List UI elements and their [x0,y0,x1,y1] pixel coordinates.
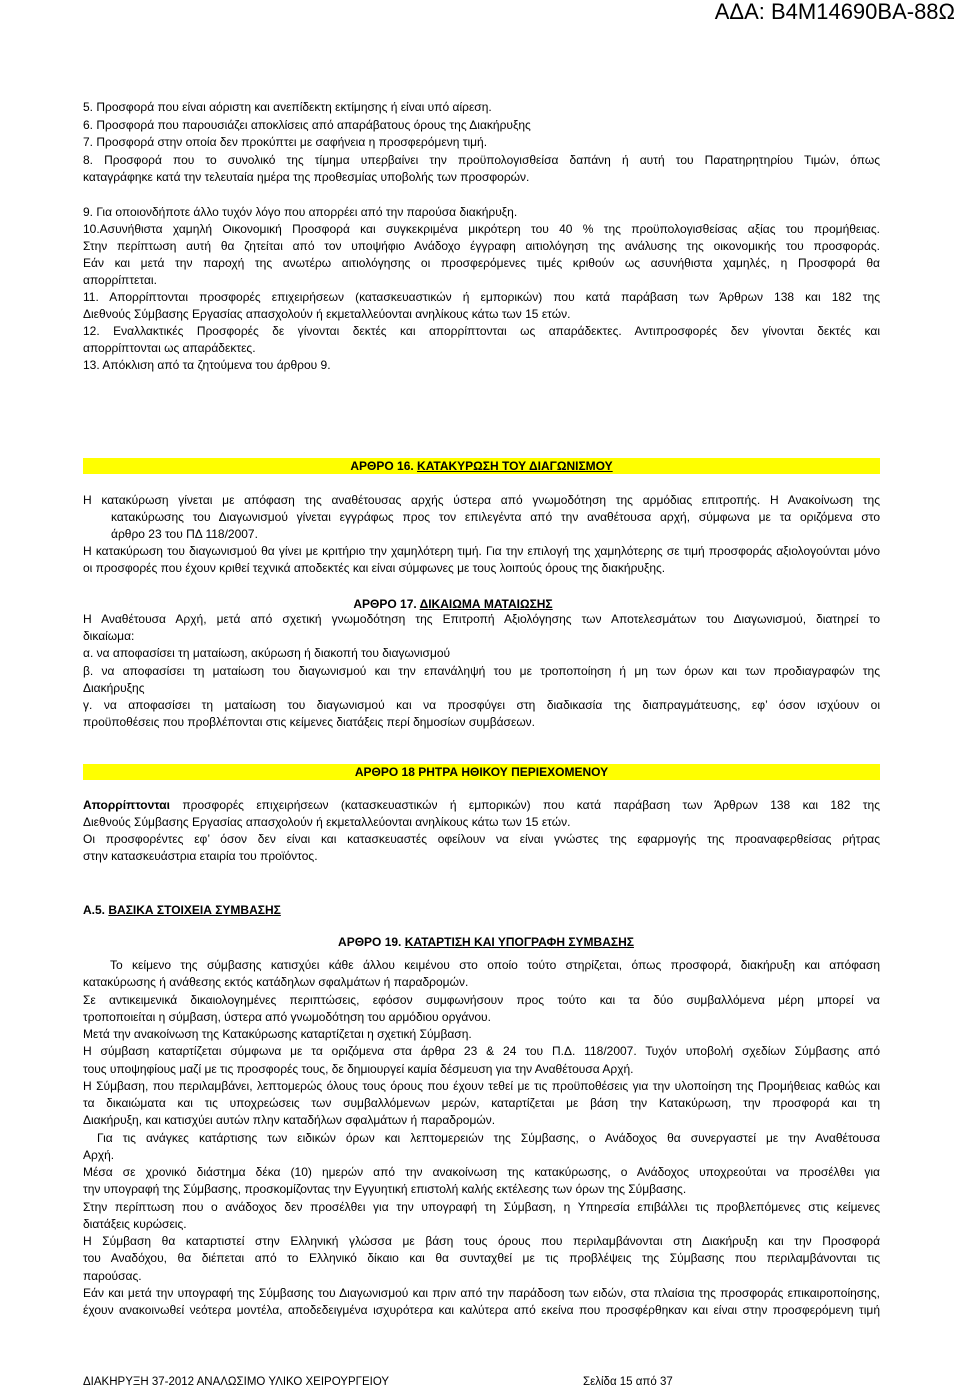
paragraph-line: Μέσα σε χρονικό διάστημα δέκα (10) ημερών από την ανακοίνωση της κατακύρωσης, ο Ανάδοχος υποχρεούται να προσέλθει για [83,1165,880,1179]
ada-code: ΑΔΑ: Β4Μ14690ΒΑ-88Ω [714,0,955,24]
section-number: Α.5. [83,903,106,917]
paragraph-line: Σε αντικειμενικά δικαιολογημένες περιπτώσεις, εφόσον συμφωνήσουν προς τούτο και τα δύο συμβαλλόμενα μέρη μπορεί να [83,992,880,1007]
paragraph-line: Η Αναθέτουσα Αρχή, μετά από σχετική γνωμοδότηση της Επιτροπή Αξιολόγησης των Αποτελεσμάτων του Διαγωνισμού, διατηρεί το [83,612,880,626]
article-number: ΑΡΘΡΟ 18 [354,765,415,779]
article-19-heading [83,934,889,950]
list-item: β. να αποφασίσει τη ματαίωση του διαγωνισμού και την επανάληψή του με τροποποίηση ή μη των όρων και των προδιαγραφών της [83,663,880,678]
article-17-heading [83,596,823,612]
article-title: ΡΗΤΡΑ ΗΘΙΚΟΥ ΠΕΡΙΕΧΟΜΕΝΟΥ [418,765,609,779]
paragraph-line: του Αναδόχου, θα διέπεται από το Ελληνικό δίκαιο και θα συνταχθεί με τις προβλέψεις της Σύμβασης που περιλαμβάνονται τις [83,1251,880,1266]
list-item: 12. Εναλλακτικές Προσφορές δε γίνονται δεκτές και απορρίπτονται ως απαράδεκτες. Αντιπροσφορές δεν γίνονται δεκτές και [83,324,880,338]
section-a5-heading [83,902,281,918]
list-item-continuation: Διακήρυξης [83,680,145,695]
paragraph-line: Η κατακύρωση του διαγωνισμού θα γίνει με κριτήριο την χαμηλότερη τιμή. Για την επιλογή της χαμηλότερης σε τιμή προσφοράς αξιολογούνται μόνο [83,544,880,558]
list-item: 11. Απορρίπτονται προσφορές επιχειρήσεων (κατασκευαστικών ή εμπορικών) που κατά παράβαση των Άρθρων 138 και 182 της [83,290,880,304]
footer-document-title: ΔΙΑΚΗΡΥΞΗ 37-2012 ΑΝΑΛΩΣΙΜΟ ΥΛΙΚΟ ΧΕΙΡΟΥΡΓΕΙΟΥ [83,1376,390,1388]
exclusion-list [83,99,880,187]
list-item: 5. Προσφορά που είναι αόριστη και ανεπίδεκτη εκτίμησης ή είναι υπό αίρεση. [83,100,492,114]
list-item-continuation: απορρίπτεται. [83,273,157,287]
paragraph-line: Μετά την ανακοίνωση της Κατακύρωσης καταρτίζεται η σχετική Σύμβαση. [83,1027,472,1041]
paragraph-line: τροποποιείται η σύμβαση, ύστερα από γνωμοδότηση του αρμόδιου οργάνου. [83,1009,491,1024]
paragraph-line: την υπογραφή της Σύμβασης, προσκομίζοντας την Εγγυητική επιστολή καλής εκτέλεσης των όρων της Σύμβασης. [83,1182,687,1197]
paragraph-line: τους υποψηφίους μαζί με τις προσφορές τους, δε δημιουργεί καμία δέσμευση για την Αναθέτουσα Αρχή. [83,1061,634,1076]
article-title: ΔΙΚΑΙΩΜΑ ΜΑΤΑΙΩΣΗΣ [419,597,553,611]
paragraph-line-text: προσφορές επιχειρήσεων (κατασκευαστικών ή εμπορικών) που κατά παράβαση των Άρθρων 138 και 182 της [182,798,880,812]
list-item: 9. Για οποιονδήποτε άλλο τυχόν λόγο που απορρέει από την παρούσα διακήρυξη. [83,205,518,219]
list-item: α. να αποφασίσει τη ματαίωση, ακύρωση ή διακοπή του διαγωνισμού [83,646,451,661]
paragraph-line: Το κείμενο της σύμβασης κατισχύει κάθε άλλου κειμένου στο οποίο τούτο στηρίζεται, όπως προσφορά, διακήρυξη και απόφαση [110,958,880,972]
paragraph-line: Αρχή. [83,1147,115,1162]
article-title: ΚΑΤΑΡΤΙΣΗ ΚΑΙ ΥΠΟΓΡΑΦΗ ΣΥΜΒΑΣΗΣ [404,935,634,949]
list-item: 6. Προσφορά που παρουσιάζει αποκλίσεις από απαράβατους όρους της Διακήρυξης [83,117,531,132]
paragraph-line: Η Σύμβαση θα καταρτιστεί στην Ελληνική γλώσσα με βάση τους όρους που περιλαμβάνονται στη Διακήρυξη και την Προσφορά [83,1234,880,1248]
article-18-body [83,797,880,865]
paragraph-line: Οι προσφορέντες εφ’ όσον δεν είναι και κατασκευαστές οφείλουν να είναι γνώστες της εφαρμογής της προαναφερθείσας ρήτρας [83,832,880,846]
paragraph-line: Στην περίπτωση που ο ανάδοχος δεν προσέλθει για την υπογραφή τη Σύμβαση, η Υπηρεσία επιβάλλει τις προβλεπόμενες στις κείμενες [83,1199,880,1214]
article-title: ΚΑΤΑΚΥΡΩΣΗ ΤΟΥ ΔΙΑΓΩΝΙΣΜΟΥ [417,459,613,473]
paragraph-line: κατακύρωσης του Διαγωνισμού γίνεται εγγράφως προς τον επιλεγέντα από την αναθέτουσα αρχή, σύμφωνα με τα οριζόμενα στο [111,510,880,524]
list-item-continuation: Διεθνούς Σύμβασης Εργασίας απασχολούν ή εκμεταλλεύονται ανηλίκους κάτω των 15 ετών. [83,307,571,321]
paragraph-line: κατακύρωσης ή ανάθεσης εκτός κατάδηλων σφαλμάτων ή παραδρομών. [83,975,469,990]
paragraph-line [83,797,880,814]
article-number: ΑΡΘΡΟ 17. [353,597,417,611]
paragraph-line: Για τις ανάγκες κατάρτισης των ειδικών όρων και λεπτομερειών της Σύμβασης, ο Ανάδοχος θα συνεργαστεί με την Αναθέτουσα [97,1130,880,1145]
exclusion-list-continued [83,204,880,374]
article-number: ΑΡΘΡΟ 19. [338,935,402,949]
bold-lead-word: Απορρίπτονται [83,798,170,812]
paragraph-line: τα δικαιώματα και τις υποχρεώσεις των συμβαλλόμενων μερών, καταρτίζεται με βάση την Κατακύρωση, την προσφορά και τη [83,1096,880,1110]
list-item: 10.Ασυνήθιστα χαμηλή Οικονομική Προσφορά και συγκεκριμένα μικρότερη του 40 % της προϋπολογισθείσας αξίας του προμήθειας. [83,222,880,236]
paragraph-line: Διακήρυξη, και κατισχύει αυτών πλην καταδήλων σφαλμάτων ή παραδρομών. [83,1113,496,1128]
paragraph-line: Διεθνούς Σύμβασης Εργασίας απασχολούν ή εκμεταλλεύονται ανηλίκους κάτω των 15 ετών. [83,815,571,829]
list-item: 13. Απόκλιση από τα ζητούμενα του άρθρου 9. [83,358,331,372]
paragraph-line: στην κατασκευάστρια εταιρία του προϊόντος. [83,849,318,863]
article-18-heading [83,764,880,780]
article-17-body [83,611,880,731]
paragraph-line: Η Σύμβαση, που περιλαμβάνει, λεπτομερώς όλους τους όρους που έχουν τεθεί με τις προϋποθέσεις για την υλοποίηση της Προμήθειας καθώς και [83,1078,880,1093]
list-item: γ. να αποφασίσει τη ματαίωση του διαγωνισμού και να προσφύγει στη διαδικασία της διαπραγμάτευσης, εφ’ όσον ισχύουν οι [83,698,880,713]
paragraph-line: έχουν ανακοινωθεί νεότερα μοντέλα, αποδεδειγμένα ισχυρότερα και καλύτερα από εκείνα που προσφέρθηκαν και είναι στην προσφερόμενη τιμή [83,1303,880,1317]
paragraph-line: οι προσφορές που έχουν κριθεί τεχνικά αποδεκτές και είναι σύμφωνες με τους λοιπούς όρους της διακήρυξης. [83,561,666,575]
article-number: ΑΡΘΡΟ 16. [350,459,414,473]
article-16-body [83,492,880,577]
article-19-body [83,957,880,1319]
paragraph-line: Εάν και μετά την υπογραφή της Σύμβασης του Διαγωνισμού και πριν από την παράδοση των ειδών, στα πλαίσια της προσφοράς επικαιροποίησης, [83,1285,880,1300]
list-item-continuation: καταγράφηκε κατά την τελευταία ημέρα της προθεσμίας υποβολής των προσφορών. [83,170,530,185]
paragraph-line: Η κατακύρωση γίνεται με απόφαση της αναθέτουσας αρχής ύστερα από γνωμοδότηση της αρμόδιας επιτροπής. Η Ανακοίνωση της [83,493,880,507]
paragraph-line: Η σύμβαση καταρτίζεται σύμφωνα με τα οριζόμενα στα άρθρα 23 & 24 του Π.Δ. 118/2007. Τυχόν υποβολή σχεδίων Σύμβασης από [83,1044,880,1059]
list-item-continuation: προϋποθέσεις που προβλέπονται στις κείμενες διατάξεις περί δημοσίων συμβάσεων. [83,715,536,730]
footer-page-number: Σελίδα 15 από 37 [583,1376,673,1388]
paragraph-line: δικαίωμα: [83,629,135,644]
paragraph-line: διατάξεις κυρώσεις. [83,1216,187,1231]
paragraph-line: παρούσας. [83,1268,142,1283]
list-item: 7. Προσφορά στην οποία δεν προκύπτει με σαφήνεια η προσφερόμενη τιμή. [83,135,488,150]
list-item-continuation: απορρίπτονται ως απαράδεκτες. [83,341,256,355]
paragraph-line: άρθρο 23 του ΠΔ 118/2007. [111,527,258,541]
article-16-heading [83,458,880,474]
list-item: 8. Προσφορά που το συνολικό της τίμημα υπερβαίνει την προϋπολογισθείσα δαπάνη ή αυτή του Παρατηρητηρίου Τιμών, όπως [83,152,880,167]
list-item-continuation: Εάν και μετά την παροχή της ανωτέρω αιτιολόγησης οι προσφερόμενες τιμές κριθούν ως ασυνήθιστα χαμηλές, η Προσφορά θα [83,256,880,270]
list-item-continuation: Στην περίπτωση αυτή θα ζητείται από τον υποψήφιο Ανάδοχο έγγραφη αιτιολόγηση της ανάλυσης της οικονομικής του προσφοράς. [83,239,880,253]
section-title: ΒΑΣΙΚΑ ΣΤΟΙΧΕΙΑ ΣΥΜΒΑΣΗΣ [108,903,281,917]
